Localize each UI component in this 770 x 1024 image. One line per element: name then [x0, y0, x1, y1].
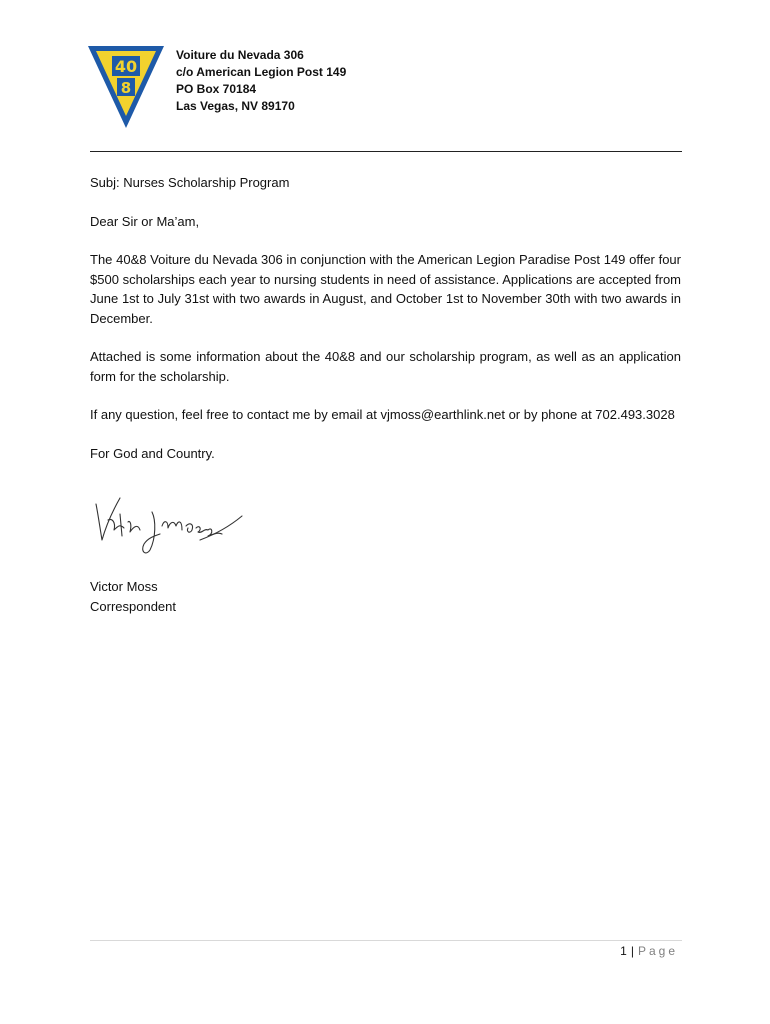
closing: For God and Country. — [90, 445, 215, 461]
page-number: 1 — [620, 944, 627, 958]
body-paragraph: Attached is some information about the 40&8 and our scholarship program, as well as an application form for the scholarship. — [90, 349, 681, 384]
signer-title: Correspondent — [90, 598, 176, 614]
forty-and-eight-logo — [86, 42, 166, 130]
logo-bottom-text: 8 — [120, 79, 132, 97]
signer-name: Victor Moss — [90, 579, 158, 594]
signature-stroke — [96, 498, 120, 540]
body-paragraph: The 40&8 Voiture du Nevada 306 in conjunction with the American Legion Paradise Post 149 offer four $500 scholarships each year to nursing students in need of assistance. Applications are accepted from June 1st to July 31st with two awards in August, and October 1st to November 30th with two awards in December. — [90, 252, 681, 326]
salutation: Dear Sir or Ma’am, — [90, 213, 200, 229]
signature-stroke — [128, 521, 140, 532]
header-divider — [90, 151, 682, 152]
page-footer — [620, 944, 678, 958]
handwritten-signature — [90, 490, 250, 560]
page-label: Page — [637, 944, 678, 958]
footer-separator: | — [630, 944, 634, 958]
signature-stroke — [162, 522, 182, 530]
letter-body — [90, 173, 681, 463]
address-line: c/o American Legion Post 149 — [176, 65, 347, 79]
logo-top-text: 40 — [114, 57, 138, 76]
subject-line: Subj: Nurses Scholarship Program — [90, 175, 290, 190]
letterhead-address — [176, 47, 346, 115]
signature-stroke — [186, 524, 193, 532]
footer-divider — [90, 940, 682, 941]
address-line: Voiture du Nevada 306 — [176, 48, 304, 62]
address-line: PO Box 70184 — [176, 82, 257, 96]
body-paragraph: If any question, feel free to contact me by email at vjmoss@earthlink.net or by phone at 702.493.3028 — [90, 407, 675, 422]
address-line: Las Vegas, NV 89170 — [176, 99, 295, 113]
signature-stroke — [200, 516, 242, 540]
signature-stroke — [143, 512, 160, 553]
signer-block — [90, 577, 176, 616]
